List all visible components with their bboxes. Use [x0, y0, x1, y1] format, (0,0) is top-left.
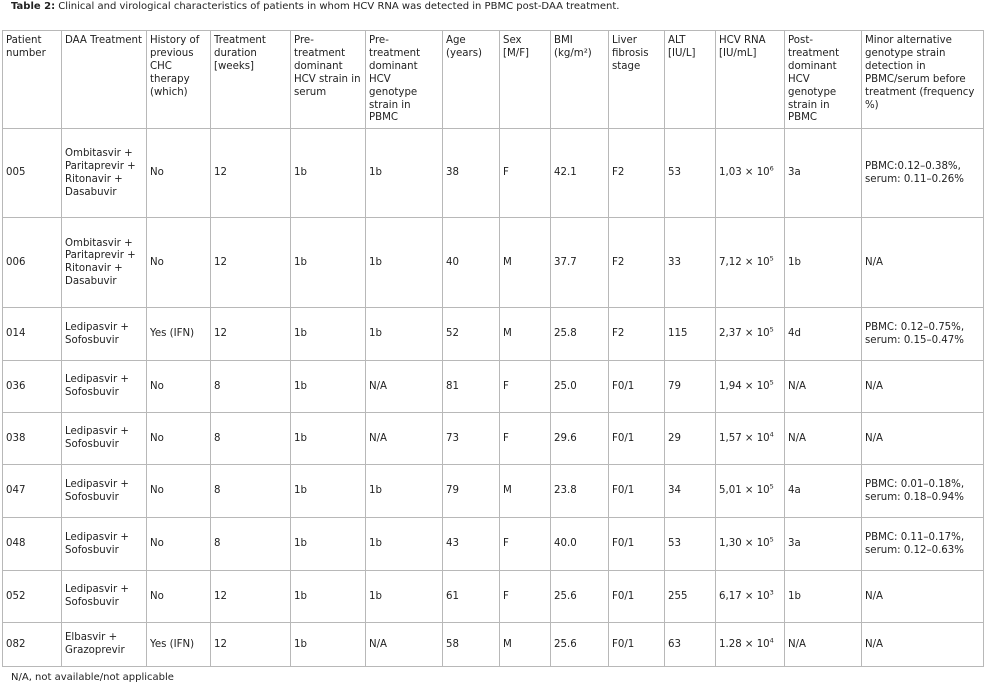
- column-header: History of previous CHC therapy (which): [147, 31, 211, 129]
- cell-post-pbmc: 3a: [785, 518, 862, 571]
- cell-pre-serum: 1b: [291, 571, 366, 623]
- cell-sex: F: [500, 518, 551, 571]
- table-row: [3, 413, 984, 465]
- column-header: ALT [IU/L]: [665, 31, 716, 129]
- column-header: Patient number: [3, 31, 62, 129]
- cell-pre-pbmc: 1b: [366, 465, 443, 518]
- cell-post-pbmc: N/A: [785, 623, 862, 667]
- cell-alt: 255: [665, 571, 716, 623]
- cell-hcv-rna: [716, 518, 785, 571]
- cell-pre-serum: 1b: [291, 129, 366, 218]
- header-row: [3, 31, 984, 129]
- cell-sex: F: [500, 361, 551, 413]
- cell-history: No: [147, 218, 211, 308]
- cell-hcv-rna: [716, 218, 785, 308]
- hcv-rna-exponent: 5: [769, 326, 774, 334]
- cell-fibrosis: F2: [609, 308, 665, 361]
- cell-bmi: 29.6: [551, 413, 609, 465]
- cell-alt: 53: [665, 129, 716, 218]
- cell-bmi: 37.7: [551, 218, 609, 308]
- cell-post-pbmc: 4a: [785, 465, 862, 518]
- cell-duration: 12: [211, 129, 291, 218]
- cell-duration: 12: [211, 308, 291, 361]
- cell-alt: 34: [665, 465, 716, 518]
- table-row: [3, 129, 984, 218]
- column-header: BMI (kg/m²): [551, 31, 609, 129]
- cell-fibrosis: F0/1: [609, 361, 665, 413]
- cell-age: 73: [443, 413, 500, 465]
- cell-patient: 047: [3, 465, 62, 518]
- table-row: [3, 361, 984, 413]
- cell-history: No: [147, 571, 211, 623]
- cell-fibrosis: F2: [609, 129, 665, 218]
- cell-pre-pbmc: N/A: [366, 361, 443, 413]
- cell-pre-serum: 1b: [291, 465, 366, 518]
- hcv-rna-exponent: 5: [769, 254, 774, 263]
- cell-patient: 036: [3, 361, 62, 413]
- column-header: Minor alternative genotype strain detection in PBMC/serum before treatment (frequency %): [862, 31, 984, 129]
- cell-pre-serum: 1b: [291, 361, 366, 413]
- cell-alt: 29: [665, 413, 716, 465]
- cell-pre-pbmc: 1b: [366, 129, 443, 218]
- cell-fibrosis: F0/1: [609, 623, 665, 667]
- cell-post-pbmc: N/A: [785, 413, 862, 465]
- column-header: Pre-treatment dominant HCV strain in serum: [291, 31, 366, 129]
- cell-age: 52: [443, 308, 500, 361]
- table-row: [3, 623, 984, 667]
- cell-bmi: 40.0: [551, 518, 609, 571]
- cell-post-pbmc: N/A: [785, 361, 862, 413]
- cell-history: No: [147, 361, 211, 413]
- cell-patient: 006: [3, 218, 62, 308]
- characteristics-table: [2, 30, 984, 667]
- cell-hcv-rna: [716, 129, 785, 218]
- hcv-rna-base: 5,01 × 10: [719, 485, 770, 497]
- cell-sex: M: [500, 308, 551, 361]
- cell-hcv-rna: [716, 361, 785, 413]
- cell-post-pbmc: 3a: [785, 129, 862, 218]
- cell-alt: 53: [665, 518, 716, 571]
- column-header: Post-treatment dominant HCV genotype strain in PBMC: [785, 31, 862, 129]
- cell-sex: F: [500, 413, 551, 465]
- cell-pre-serum: 1b: [291, 308, 366, 361]
- hcv-rna-base: 1,57 × 10: [719, 432, 770, 444]
- cell-daa: Ledipasvir + Sofosbuvir: [62, 361, 147, 413]
- cell-history: Yes (IFN): [147, 308, 211, 361]
- cell-pre-serum: 1b: [291, 623, 366, 667]
- table-row: [3, 465, 984, 518]
- cell-minor: N/A: [862, 361, 984, 413]
- column-header: Liver fibrosis stage: [609, 31, 665, 129]
- cell-alt: 33: [665, 218, 716, 308]
- hcv-rna-base: 2,37 × 10: [719, 328, 770, 340]
- cell-pre-pbmc: 1b: [366, 218, 443, 308]
- cell-minor: N/A: [862, 218, 984, 308]
- cell-age: 81: [443, 361, 500, 413]
- cell-pre-pbmc: N/A: [366, 623, 443, 667]
- cell-post-pbmc: 1b: [785, 218, 862, 308]
- cell-duration: 8: [211, 361, 291, 413]
- cell-history: Yes (IFN): [147, 623, 211, 667]
- cell-bmi: 25.6: [551, 571, 609, 623]
- cell-duration: 12: [211, 623, 291, 667]
- cell-age: 79: [443, 465, 500, 518]
- cell-hcv-rna: [716, 308, 785, 361]
- cell-fibrosis: F0/1: [609, 413, 665, 465]
- cell-sex: M: [500, 218, 551, 308]
- cell-daa: Ombitasvir + Paritaprevir + Ritonavir + Dasabuvir: [62, 218, 147, 308]
- hcv-rna-exponent: 5: [769, 378, 774, 387]
- cell-daa: Ledipasvir + Sofosbuvir: [62, 308, 147, 361]
- cell-hcv-rna: [716, 413, 785, 465]
- cell-age: 58: [443, 623, 500, 667]
- table-row: [3, 308, 984, 361]
- cell-pre-pbmc: 1b: [366, 571, 443, 623]
- cell-alt: 79: [665, 361, 716, 413]
- cell-fibrosis: F2: [609, 218, 665, 308]
- cell-pre-pbmc: 1b: [366, 518, 443, 571]
- cell-daa: Ledipasvir + Sofosbuvir: [62, 518, 147, 571]
- column-header: DAA Treatment: [62, 31, 147, 129]
- cell-sex: F: [500, 129, 551, 218]
- cell-pre-pbmc: N/A: [366, 413, 443, 465]
- cell-history: No: [147, 129, 211, 218]
- caption-label: Table 2:: [11, 1, 56, 12]
- cell-pre-serum: 1b: [291, 413, 366, 465]
- cell-minor: N/A: [862, 571, 984, 623]
- hcv-rna-base: 1.28 × 10: [719, 638, 770, 650]
- cell-patient: 005: [3, 129, 62, 218]
- cell-patient: 048: [3, 518, 62, 571]
- cell-duration: 8: [211, 413, 291, 465]
- cell-fibrosis: F0/1: [609, 571, 665, 623]
- cell-daa: Ombitasvir + Paritaprevir + Ritonavir + Dasabuvir: [62, 129, 147, 218]
- column-header: Pre-treatment dominant HCV genotype strain in PBMC: [366, 31, 443, 129]
- cell-bmi: 23.8: [551, 465, 609, 518]
- hcv-rna-base: 1,03 × 10: [719, 167, 770, 179]
- cell-age: 43: [443, 518, 500, 571]
- cell-minor: N/A: [862, 623, 984, 667]
- cell-pre-serum: 1b: [291, 218, 366, 308]
- hcv-rna-exponent: 6: [769, 165, 774, 173]
- cell-post-pbmc: 4d: [785, 308, 862, 361]
- cell-daa: Elbasvir + Grazoprevir: [62, 623, 147, 667]
- cell-fibrosis: F0/1: [609, 518, 665, 571]
- cell-bmi: 25.6: [551, 623, 609, 667]
- table-caption: [11, 0, 619, 13]
- caption-text: Clinical and virological characteristics of patients in whom HCV RNA was detected in PBMC post-DAA treatment.: [55, 1, 620, 12]
- hcv-rna-exponent: 5: [769, 483, 774, 491]
- table-footnote: N/A, not available/not applicable: [11, 672, 174, 683]
- table-row: [3, 218, 984, 308]
- hcv-rna-base: 1,94 × 10: [719, 380, 770, 392]
- cell-post-pbmc: 1b: [785, 571, 862, 623]
- cell-sex: M: [500, 465, 551, 518]
- cell-patient: 082: [3, 623, 62, 667]
- hcv-rna-base: 7,12 × 10: [719, 256, 770, 268]
- hcv-rna-exponent: 5: [769, 536, 774, 544]
- cell-sex: M: [500, 623, 551, 667]
- cell-alt: 115: [665, 308, 716, 361]
- column-header: Age (years): [443, 31, 500, 129]
- cell-hcv-rna: [716, 623, 785, 667]
- cell-hcv-rna: [716, 465, 785, 518]
- cell-patient: 014: [3, 308, 62, 361]
- cell-minor: PBMC: 0.12–0.75%, serum: 0.15–0.47%: [862, 308, 984, 361]
- cell-minor: N/A: [862, 413, 984, 465]
- cell-minor: PBMC:0.12–0.38%, serum: 0.11–0.26%: [862, 129, 984, 218]
- column-header: Treatment duration [weeks]: [211, 31, 291, 129]
- cell-bmi: 25.8: [551, 308, 609, 361]
- cell-duration: 12: [211, 218, 291, 308]
- cell-patient: 038: [3, 413, 62, 465]
- column-header: Sex [M/F]: [500, 31, 551, 129]
- hcv-rna-exponent: 3: [769, 588, 774, 597]
- cell-bmi: 42.1: [551, 129, 609, 218]
- table-row: [3, 571, 984, 623]
- hcv-rna-base: 1,30 × 10: [719, 538, 770, 550]
- cell-age: 40: [443, 218, 500, 308]
- cell-hcv-rna: [716, 571, 785, 623]
- cell-patient: 052: [3, 571, 62, 623]
- hcv-rna-base: 6,17 × 10: [719, 590, 770, 602]
- cell-minor: PBMC: 0.01–0.18%, serum: 0.18–0.94%: [862, 465, 984, 518]
- table-container: [2, 30, 983, 667]
- cell-history: No: [147, 518, 211, 571]
- cell-daa: Ledipasvir + Sofosbuvir: [62, 413, 147, 465]
- table-body: [3, 129, 984, 667]
- hcv-rna-exponent: 4: [769, 430, 774, 439]
- hcv-rna-exponent: 4: [769, 636, 774, 645]
- cell-age: 38: [443, 129, 500, 218]
- table-row: [3, 518, 984, 571]
- cell-alt: 63: [665, 623, 716, 667]
- cell-history: No: [147, 413, 211, 465]
- cell-sex: F: [500, 571, 551, 623]
- cell-duration: 8: [211, 465, 291, 518]
- cell-pre-pbmc: 1b: [366, 308, 443, 361]
- cell-duration: 12: [211, 571, 291, 623]
- cell-bmi: 25.0: [551, 361, 609, 413]
- cell-daa: Ledipasvir + Sofosbuvir: [62, 571, 147, 623]
- cell-age: 61: [443, 571, 500, 623]
- column-header: HCV RNA [IU/mL]: [716, 31, 785, 129]
- cell-fibrosis: F0/1: [609, 465, 665, 518]
- cell-pre-serum: 1b: [291, 518, 366, 571]
- cell-duration: 8: [211, 518, 291, 571]
- cell-history: No: [147, 465, 211, 518]
- cell-daa: Ledipasvir + Sofosbuvir: [62, 465, 147, 518]
- cell-minor: PBMC: 0.11–0.17%, serum: 0.12–0.63%: [862, 518, 984, 571]
